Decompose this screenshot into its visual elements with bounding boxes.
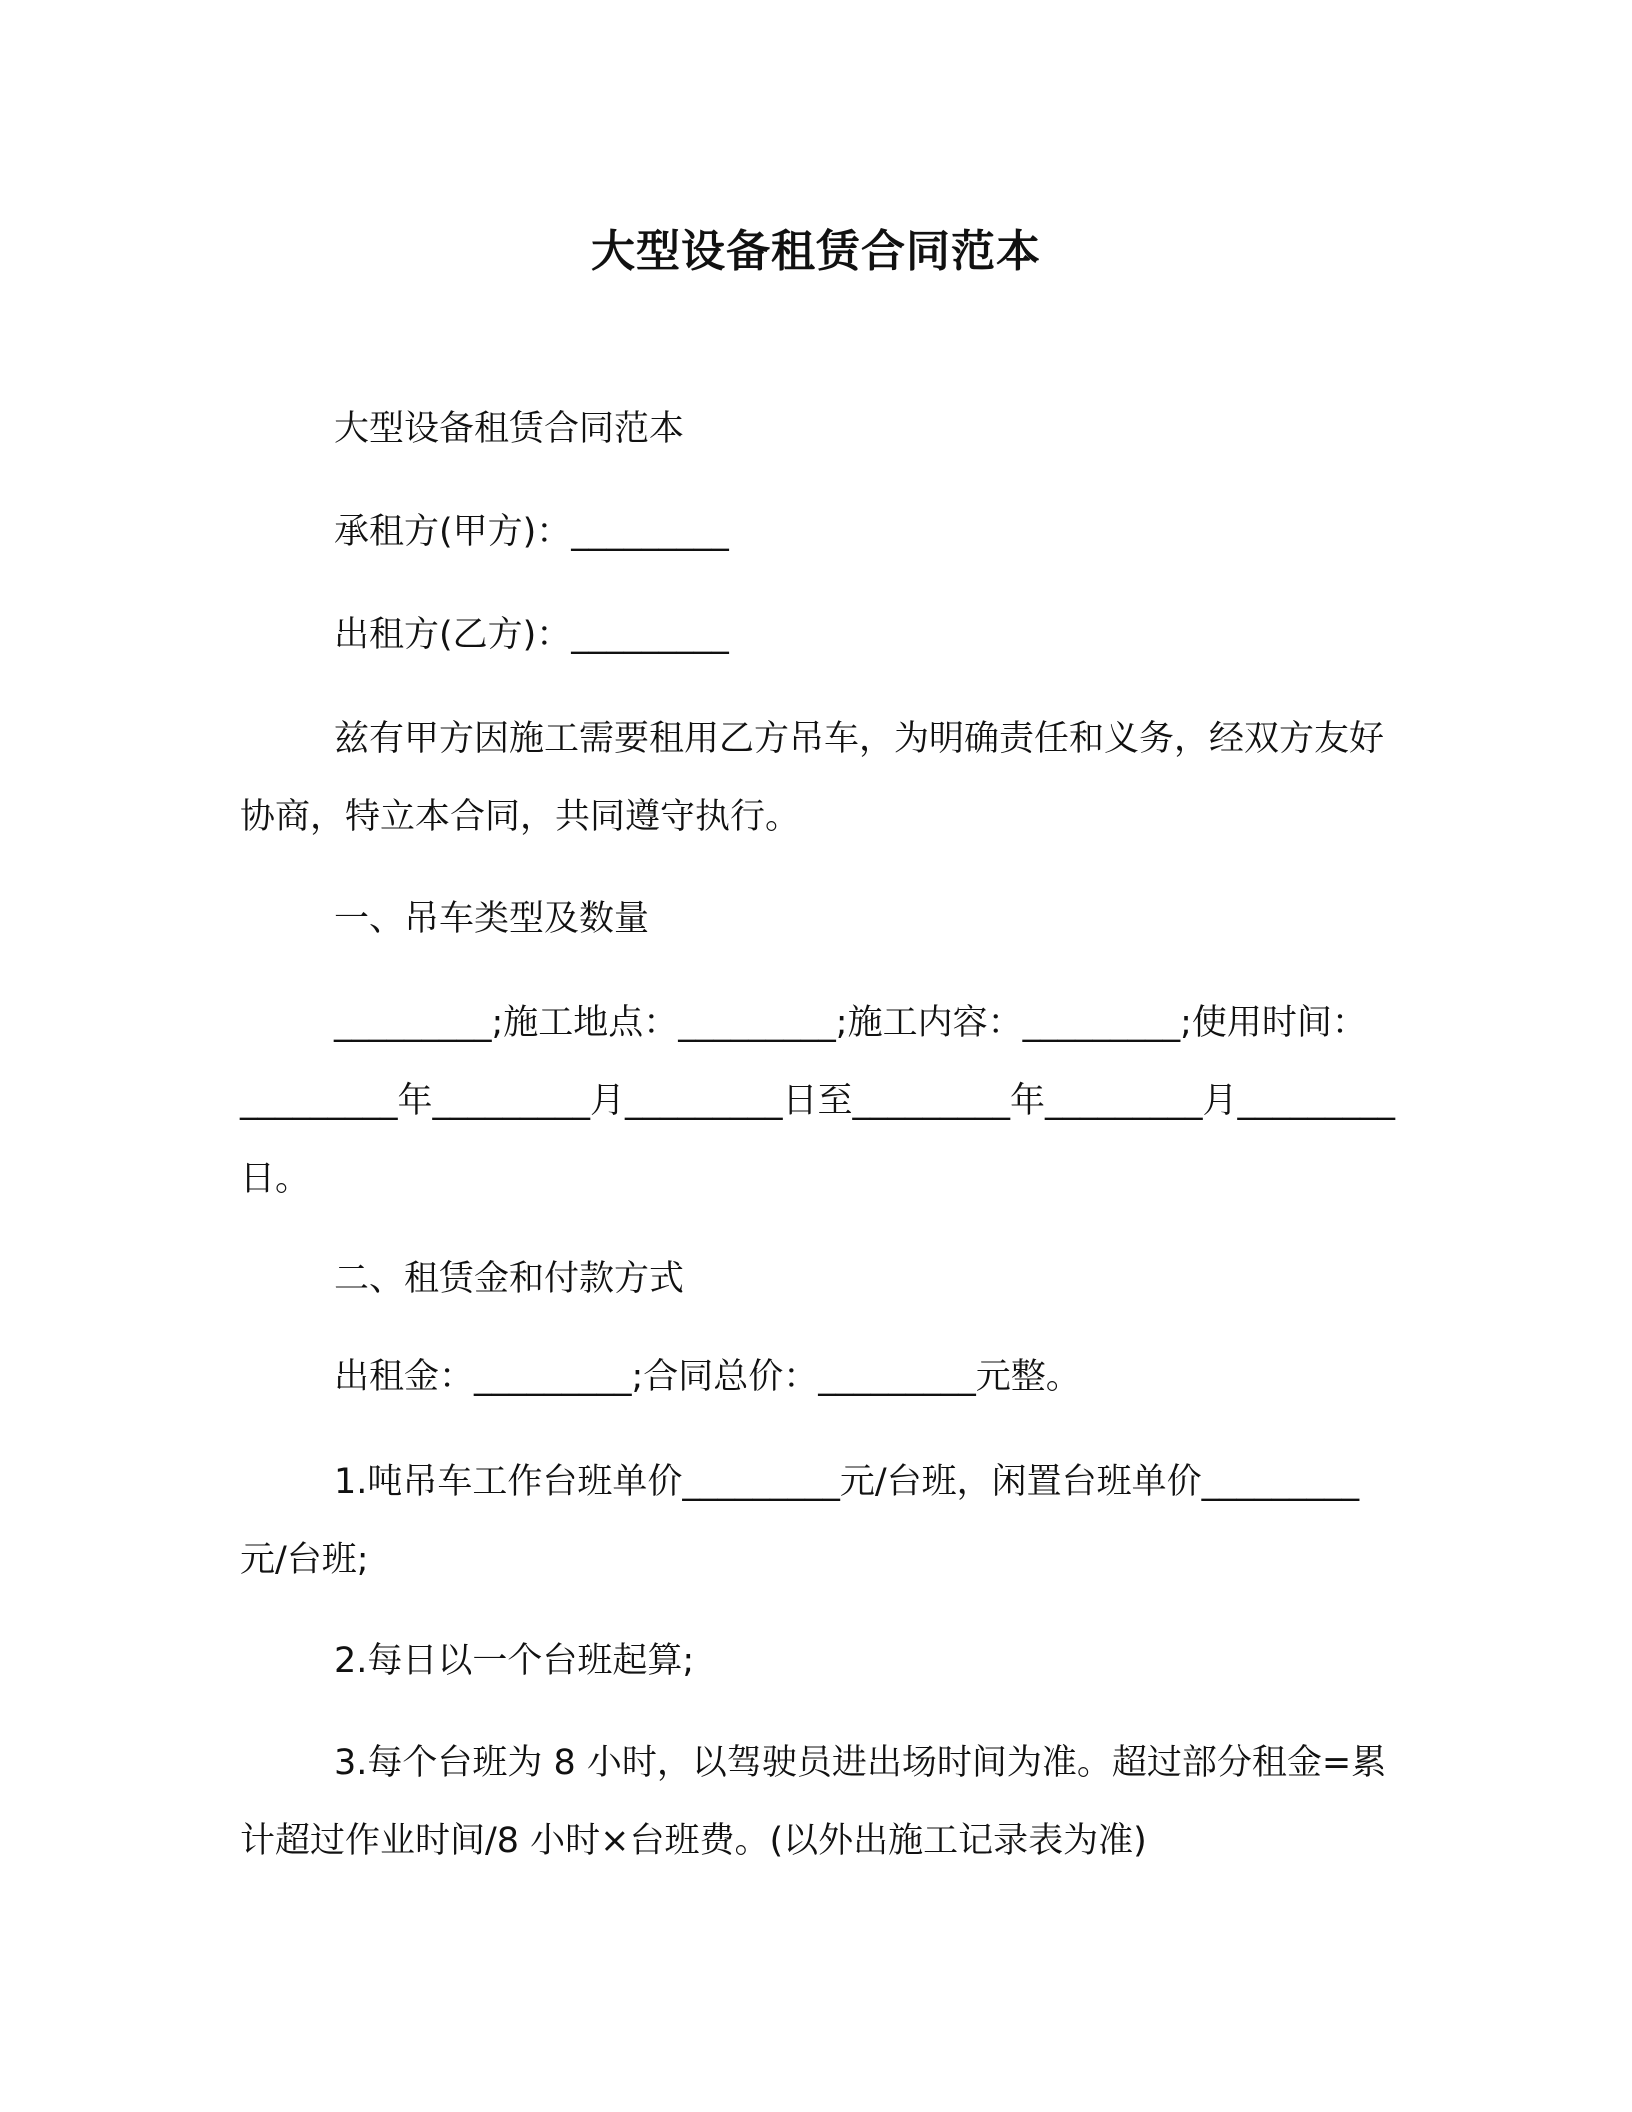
lessor-line — [240, 596, 1400, 674]
subtitle-text: 大型设备租赁合同范本 — [334, 409, 685, 449]
item-1-text: 1.吨吊车工作台班单价_________元/台班，闲置台班单价_________元/台班; — [240, 1462, 1360, 1580]
item-3 — [240, 1724, 1400, 1880]
lessee-line — [240, 493, 1400, 571]
section2-heading-text: 二、租赁金和付款方式 — [334, 1259, 685, 1299]
item-1 — [240, 1443, 1400, 1599]
intro-paragraph — [240, 700, 1400, 856]
intro-text: 兹有甲方因施工需要租用乙方吊车，为明确责任和义务，经双方友好协商，特立本合同，共同遵守执行。 — [240, 719, 1385, 837]
lessor-text: 出租方(乙方)：_________ — [334, 615, 729, 655]
item-3-text: 3.每个台班为 8 小时，以驾驶员进出场时间为准。超过部分租金=累计超过作业时间/8 小时×台班费。(以外出施工记录表为准) — [240, 1743, 1387, 1861]
rent-text: 出租金：_________;合同总价：_________元整。 — [334, 1357, 1081, 1397]
item-2 — [240, 1622, 1400, 1700]
section1-heading — [240, 880, 1400, 958]
section1-heading-text: 一、吊车类型及数量 — [334, 899, 650, 939]
section2-heading — [240, 1240, 1400, 1318]
document-title: 大型设备租赁合同范本 — [591, 226, 1041, 277]
lessee-text: 承租方(甲方)：_________ — [334, 512, 729, 552]
item-2-text: 2.每日以一个台班起算; — [334, 1641, 695, 1681]
section1-body — [240, 984, 1400, 1218]
section1-body-text: _________;施工地点：_________;施工内容：_________;使用时间：_________年_________月_________日至_________年_________月_________日。 — [240, 1003, 1396, 1199]
rent-line — [240, 1338, 1400, 1416]
document-subtitle — [240, 390, 1400, 468]
